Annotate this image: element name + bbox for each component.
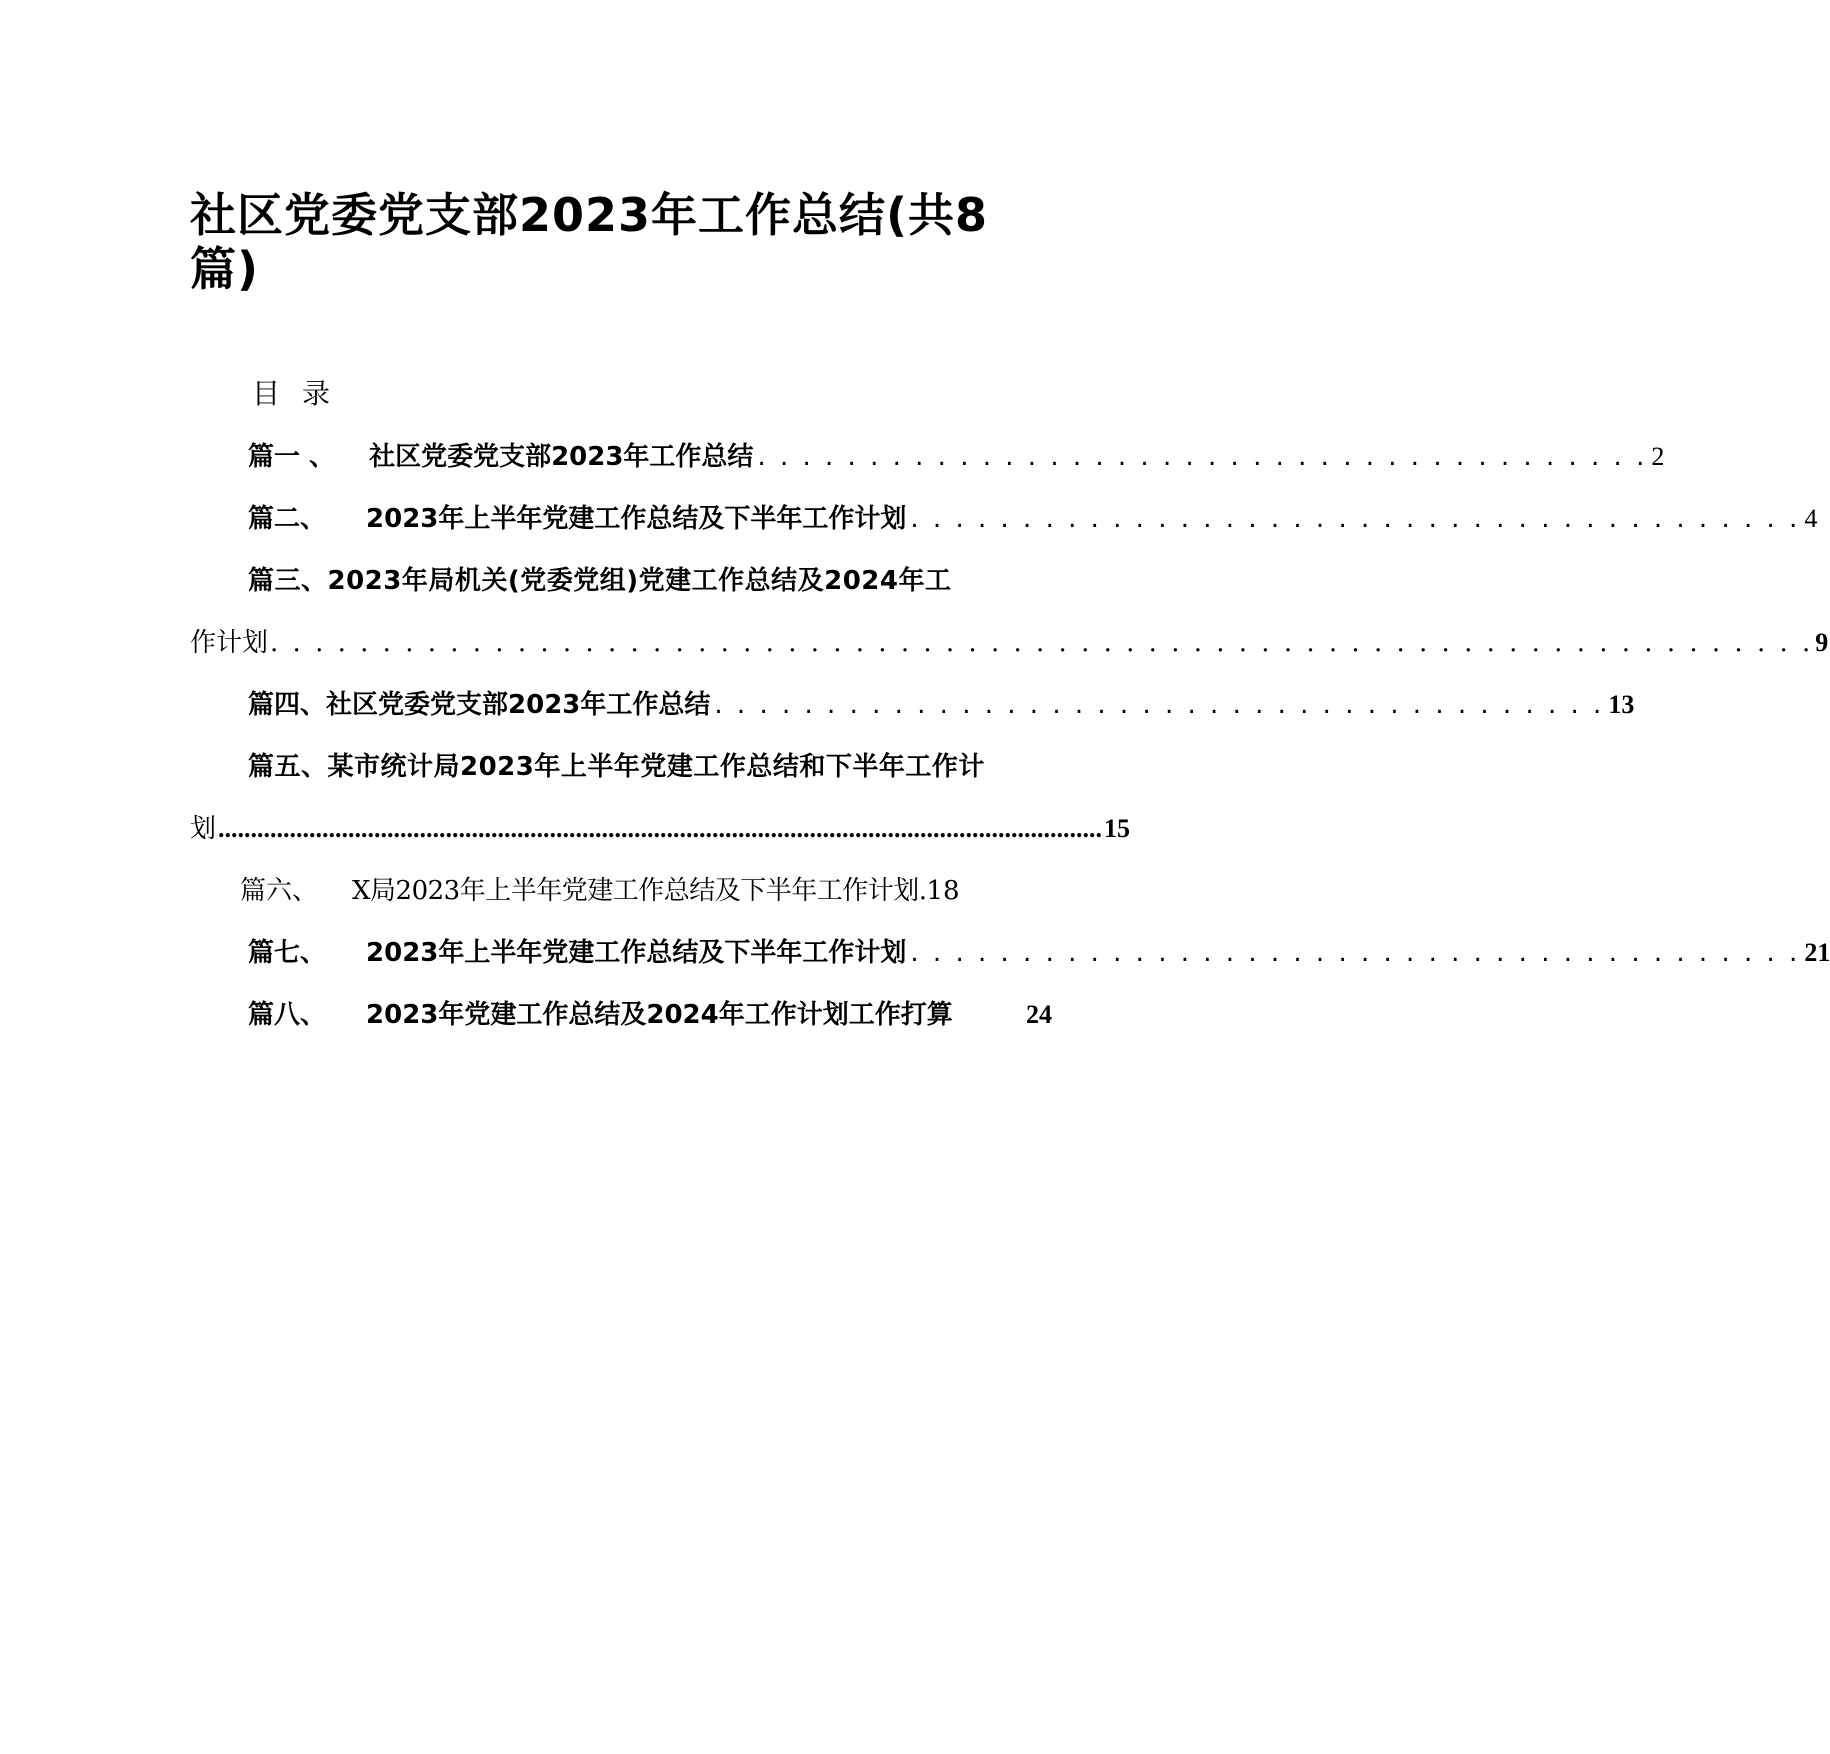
toc-entry-text: 社区党委党支部2023年工作总结 bbox=[326, 690, 711, 720]
toc-entry-7[interactable] bbox=[248, 932, 1830, 968]
toc-page-number: 2 bbox=[1651, 442, 1665, 471]
toc-entry-1[interactable] bbox=[248, 436, 1665, 472]
toc-leader-dots: ........................................................................................................................................ bbox=[218, 814, 1103, 843]
toc-entry-3-line-2[interactable] bbox=[190, 622, 1829, 658]
toc-entry-prefix: 篇六、 bbox=[240, 876, 319, 906]
title-line-1: 社区党委党支部2023年工作总结(共8 bbox=[190, 188, 989, 242]
toc-entry-3-line-1[interactable]: 篇三、2023年局机关(党委党组)党建工作总结及2024年工 bbox=[248, 566, 952, 596]
toc-entry-prefix: 篇八、 bbox=[248, 1000, 327, 1030]
title-line-2: 篇) bbox=[190, 242, 260, 296]
toc-entry-4[interactable] bbox=[248, 684, 1635, 720]
toc-leader-dots: . . . . . . . . . . . . . . . . . . . . . . . . . . . . . . . . . . . . . . . . bbox=[714, 690, 1605, 720]
toc-entry-2[interactable] bbox=[248, 498, 1818, 534]
toc-page-number: 21 bbox=[1804, 938, 1830, 967]
toc-page-number: 4 bbox=[1804, 504, 1818, 533]
toc-leader-dots: . . . . . . . . . . . . . . . . . . . . . . . . . . . . . . . . . . . . . . . . . . . . . . . . . . . . . . . . . . . . . . . . . . . . . bbox=[270, 628, 1814, 658]
toc-entry-continuation: 划 bbox=[190, 814, 217, 844]
toc-leader-dots: . . . . . . . . . . . . . . . . . . . . . . . . . . . . . . . . . . . . . . . . bbox=[910, 938, 1801, 968]
toc-entry-prefix: 篇一 、 bbox=[248, 442, 336, 472]
toc-entry-5-line-1[interactable]: 篇五、某市统计局2023年上半年党建工作总结和下半年工作计 bbox=[248, 752, 985, 782]
toc-page-number: 18 bbox=[926, 876, 960, 906]
toc-entry-5-line-2[interactable] bbox=[190, 808, 1131, 844]
toc-entry-text: 2023年党建工作总结及2024年工作计划工作打算 bbox=[366, 1000, 953, 1030]
toc-page-number: 24 bbox=[1026, 1000, 1052, 1029]
toc-entry-text: 社区党委党支部2023年工作总结 bbox=[369, 442, 754, 472]
toc-entry-6[interactable] bbox=[240, 870, 1058, 906]
toc-heading: 目录 bbox=[252, 377, 353, 410]
toc-leader-dots: . . . . . . . . . . . . . . . . . . . . . . . . . . . . . . . . . . . . . . . . bbox=[757, 442, 1648, 472]
toc-page-number: 13 bbox=[1608, 690, 1635, 719]
toc-entry-text: 2023年上半年党建工作总结及下半年工作计划 bbox=[366, 938, 907, 968]
toc-entry-text: 2023年上半年党建工作总结及下半年工作计划 bbox=[366, 504, 907, 534]
toc-entry-prefix: 篇四、 bbox=[248, 690, 327, 720]
toc-entry-8[interactable] bbox=[248, 994, 1052, 1030]
toc-page-number: 15 bbox=[1104, 814, 1131, 843]
document-title bbox=[190, 188, 1030, 296]
toc-entry-prefix: 篇七、 bbox=[248, 938, 327, 968]
toc-page-number: 9 bbox=[1815, 628, 1829, 657]
toc-leader-dots: . . . . . . . . . . . . . . . . . . . . . . . . . . . . . . . . . . . . . . . . bbox=[910, 504, 1801, 534]
toc-entry-text: X局2023年上半年党建工作总结及下半年工作计划. bbox=[352, 876, 927, 906]
toc-entry-continuation: 作计划 bbox=[190, 628, 269, 658]
toc-entry-prefix: 篇二、 bbox=[248, 504, 327, 534]
